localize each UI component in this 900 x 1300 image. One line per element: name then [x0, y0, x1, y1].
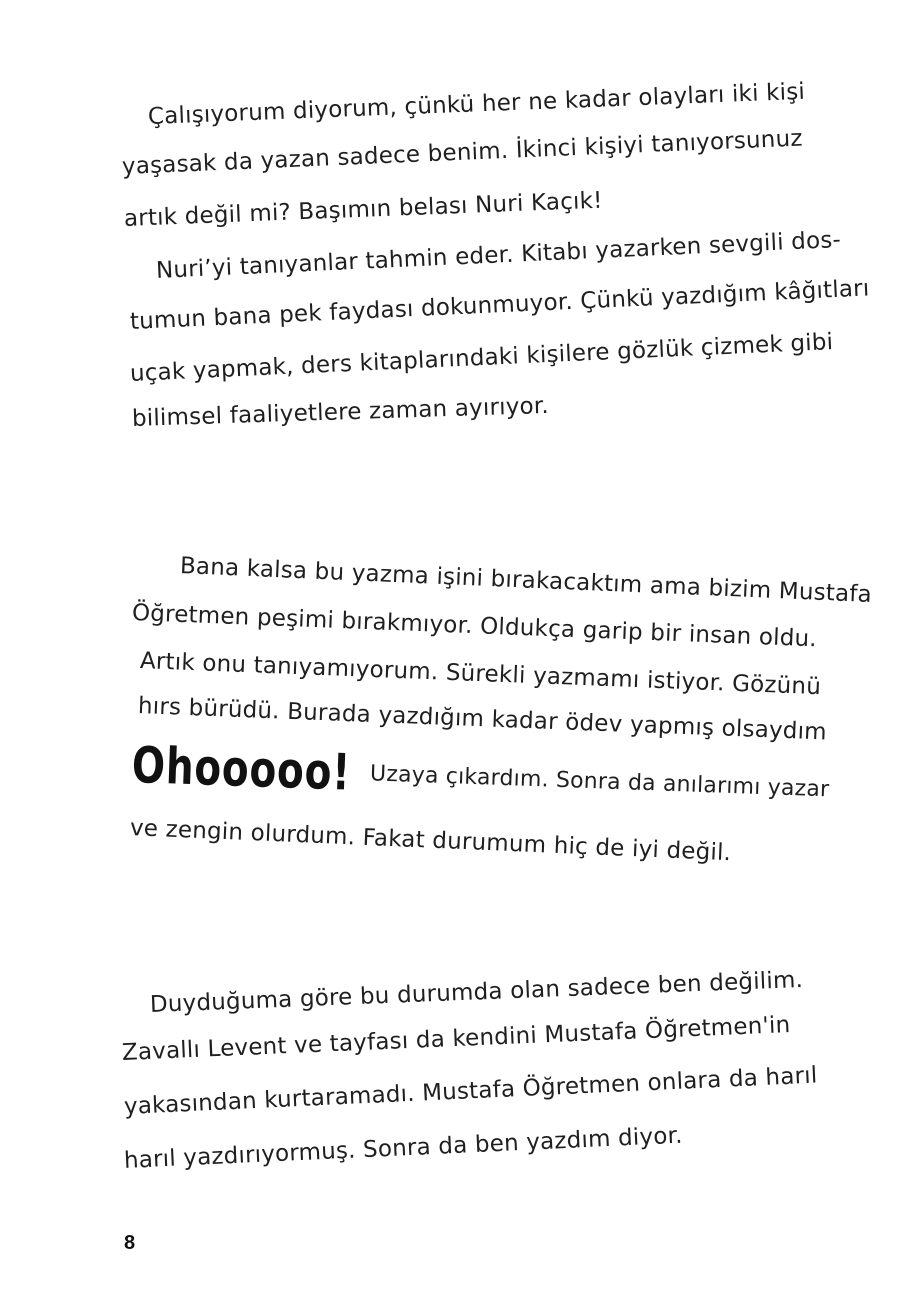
text-line: yaşasak da yazan sadece benim. İkinci kişiyi tanıyorsunuz	[121, 125, 804, 180]
text-line: yakasından kurtaramadı. Mustafa Öğretmen onlara da harıl	[123, 1062, 818, 1120]
shout-text: Ohooooo!	[130, 736, 352, 802]
text-line: Çalışıyorum diyorum, çünkü her ne kadar olayları iki kişi	[147, 78, 806, 130]
text-line: Duyduğuma göre bu durumda olan sadece ben değilim.	[149, 966, 804, 1018]
text-line: ve zengin olurdum. Fakat durumum hiç de iyi değil.	[129, 815, 732, 867]
text-line: artık değil mi? Başımın belası Nuri Kaçık!	[123, 187, 604, 232]
text-line: hırs bürüdü. Burada yazdığım kadar ödev yapmış olsaydım	[137, 693, 828, 746]
text-line: Bana kalsa bu yazma işini bırakacaktım ama bizim Mustafa	[179, 553, 873, 608]
text-line: Artık onu tanıyamıyorum. Sürekli yazmamı istiyor. Gözünü	[139, 648, 822, 701]
text-line: harıl yazdırıyormuş. Sonra da ben yazdım diyor.	[123, 1122, 684, 1174]
text-line: Nuri’yi tanıyanlar tahmin eder. Kitabı yazarken sevgili dos-	[155, 226, 842, 284]
page-number: 8	[124, 1232, 136, 1254]
text-line: Zavallı Levent ve tayfası da kendini Mustafa Öğretmen'in	[121, 1012, 791, 1066]
text-line: Öğretmen peşimi bırakmıyor. Oldukça garip bir insan oldu.	[131, 600, 818, 653]
shout-line	[131, 736, 830, 818]
text-line: uçak yapmak, ders kitaplarındaki kişilere gözlük çizmek gibi	[129, 329, 834, 387]
text-line: Uzaya çıkardım. Sonra da anılarımı yazar	[369, 760, 830, 802]
text-line: bilimsel faaliyetlere zaman ayırıyor.	[131, 392, 550, 432]
text-line: tumun bana pek faydası dokunmuyor. Çünkü yazdığım kâğıtları	[129, 275, 870, 335]
